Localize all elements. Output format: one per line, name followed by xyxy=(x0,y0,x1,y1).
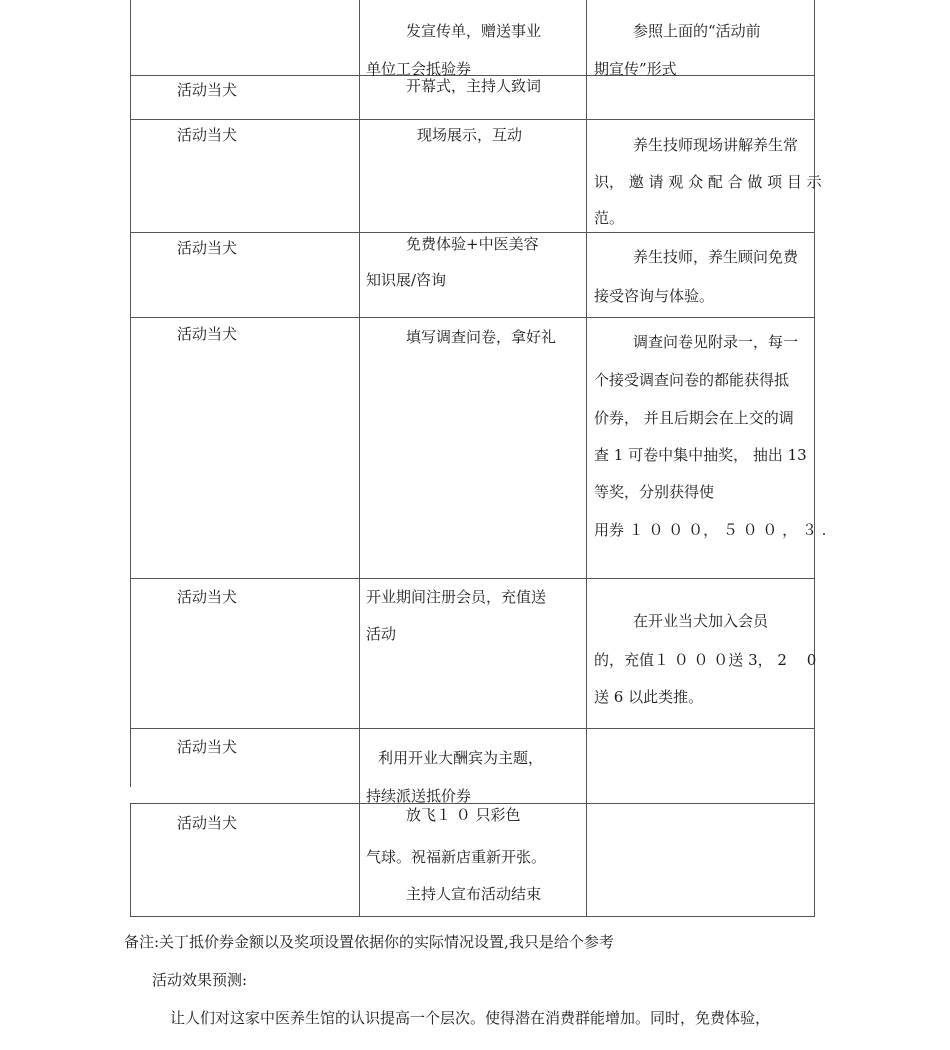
row-8-activity-line-3: 主持人宣布活动结束 xyxy=(406,885,542,903)
row-separator-4 xyxy=(130,317,815,318)
table-border-left-bottom xyxy=(130,803,131,916)
row-6-note-line-1: 在开业当犬加入会员 xyxy=(633,612,769,630)
row-3-activity-line-1: 现场展示，互动 xyxy=(417,126,523,144)
row-6-note-line-2: 的，充值１ ０ ０ ０送 3， 2 0 xyxy=(594,651,817,669)
table-border-bottom xyxy=(130,916,815,917)
row-7-time: 活动当犬 xyxy=(177,738,238,756)
row-1-activity-line-2: 单位工会抵验券 xyxy=(366,60,472,78)
row-5-note-line-3: 价券， 并且后期会在上交的调 xyxy=(594,409,794,427)
row-6-note-line-3: 送 6 以此类推。 xyxy=(594,688,704,706)
row-5-note-line-6: 用券 １ ０ ０ ０， ５ ０ ０ ， ３ . xyxy=(594,521,827,539)
row-1-note-line-2: 期宣传”形式 xyxy=(594,60,677,78)
table-divider-1 xyxy=(359,0,360,916)
table-divider-2 xyxy=(586,0,587,916)
row-4-activity-line-1: 免费体验+中医美容 xyxy=(406,235,539,253)
effect-paragraph: 让人们对这家中医养生馆的认识提高一个层次。使得潜在消费群能增加。同时，免费体验， xyxy=(170,1009,771,1027)
row-3-note-line-2: 识， 邀 请 观 众 配 合 做 项 目 示 xyxy=(594,173,822,191)
row-4-time: 活动当犬 xyxy=(177,239,238,257)
row-8-time: 活动当犬 xyxy=(177,814,238,832)
row-4-note-line-2: 接受咨询与体验。 xyxy=(594,287,715,305)
row-1-note-line-1: 参照上面的“活动前 xyxy=(633,22,761,40)
row-6-activity-line-2: 活动 xyxy=(366,625,397,643)
row-separator-7 xyxy=(130,803,815,804)
row-5-note-line-4: 查 1 可卷中集中抽奖， 抽出 13 xyxy=(594,446,807,464)
row-5-note-line-2: 个接受调查问卷的都能获得抵 xyxy=(594,371,790,389)
row-4-note-line-1: 养生技师，养生顾问免费 xyxy=(633,248,799,266)
row-5-activity-line-1: 填写调查问卷，拿好礼 xyxy=(406,328,557,346)
row-3-note-line-1: 养生技师现场讲解养生常 xyxy=(633,136,799,154)
row-separator-6 xyxy=(130,728,815,729)
row-8-activity-line-2: 气球。祝福新店重新开张。 xyxy=(366,848,547,866)
row-6-activity-line-1: 开业期间注册会员，充值送 xyxy=(366,588,547,606)
effect-heading: 活动效果预测: xyxy=(152,971,248,989)
row-separator-2 xyxy=(130,119,815,120)
row-3-note-line-3: 范。 xyxy=(594,209,625,227)
row-4-activity-line-2: 知识展/咨询 xyxy=(366,271,447,289)
row-5-note-line-5: 等奖，分别获得使 xyxy=(594,483,715,501)
remark-note: 备注:关丁抵价券金额以及奖项设置依据你的实际情况设置,我只是给个参考 xyxy=(124,933,614,951)
row-7-activity-line-1: 利用开业大酬宾为主题， xyxy=(378,749,544,767)
table-border-right xyxy=(814,0,815,916)
row-5-time: 活动当犬 xyxy=(177,325,238,343)
row-separator-3 xyxy=(130,232,815,233)
row-7-activity-line-2: 持续派送抵价券 xyxy=(366,787,472,805)
row-separator-5 xyxy=(130,578,815,579)
row-6-time: 活动当犬 xyxy=(177,588,238,606)
row-3-time: 活动当犬 xyxy=(177,126,238,144)
row-2-time: 活动当犬 xyxy=(177,81,238,99)
row-5-note-line-1: 调查问卷见附录一，每一 xyxy=(633,333,799,351)
row-1-activity-line-1: 发宣传单，赠送事业 xyxy=(406,22,542,40)
row-8-activity-line-1: 放飞１ ０ 只彩色 xyxy=(406,806,521,824)
row-separator-1 xyxy=(130,75,815,76)
row-2-activity-line-1: 开幕式，主持人致词 xyxy=(406,77,542,95)
